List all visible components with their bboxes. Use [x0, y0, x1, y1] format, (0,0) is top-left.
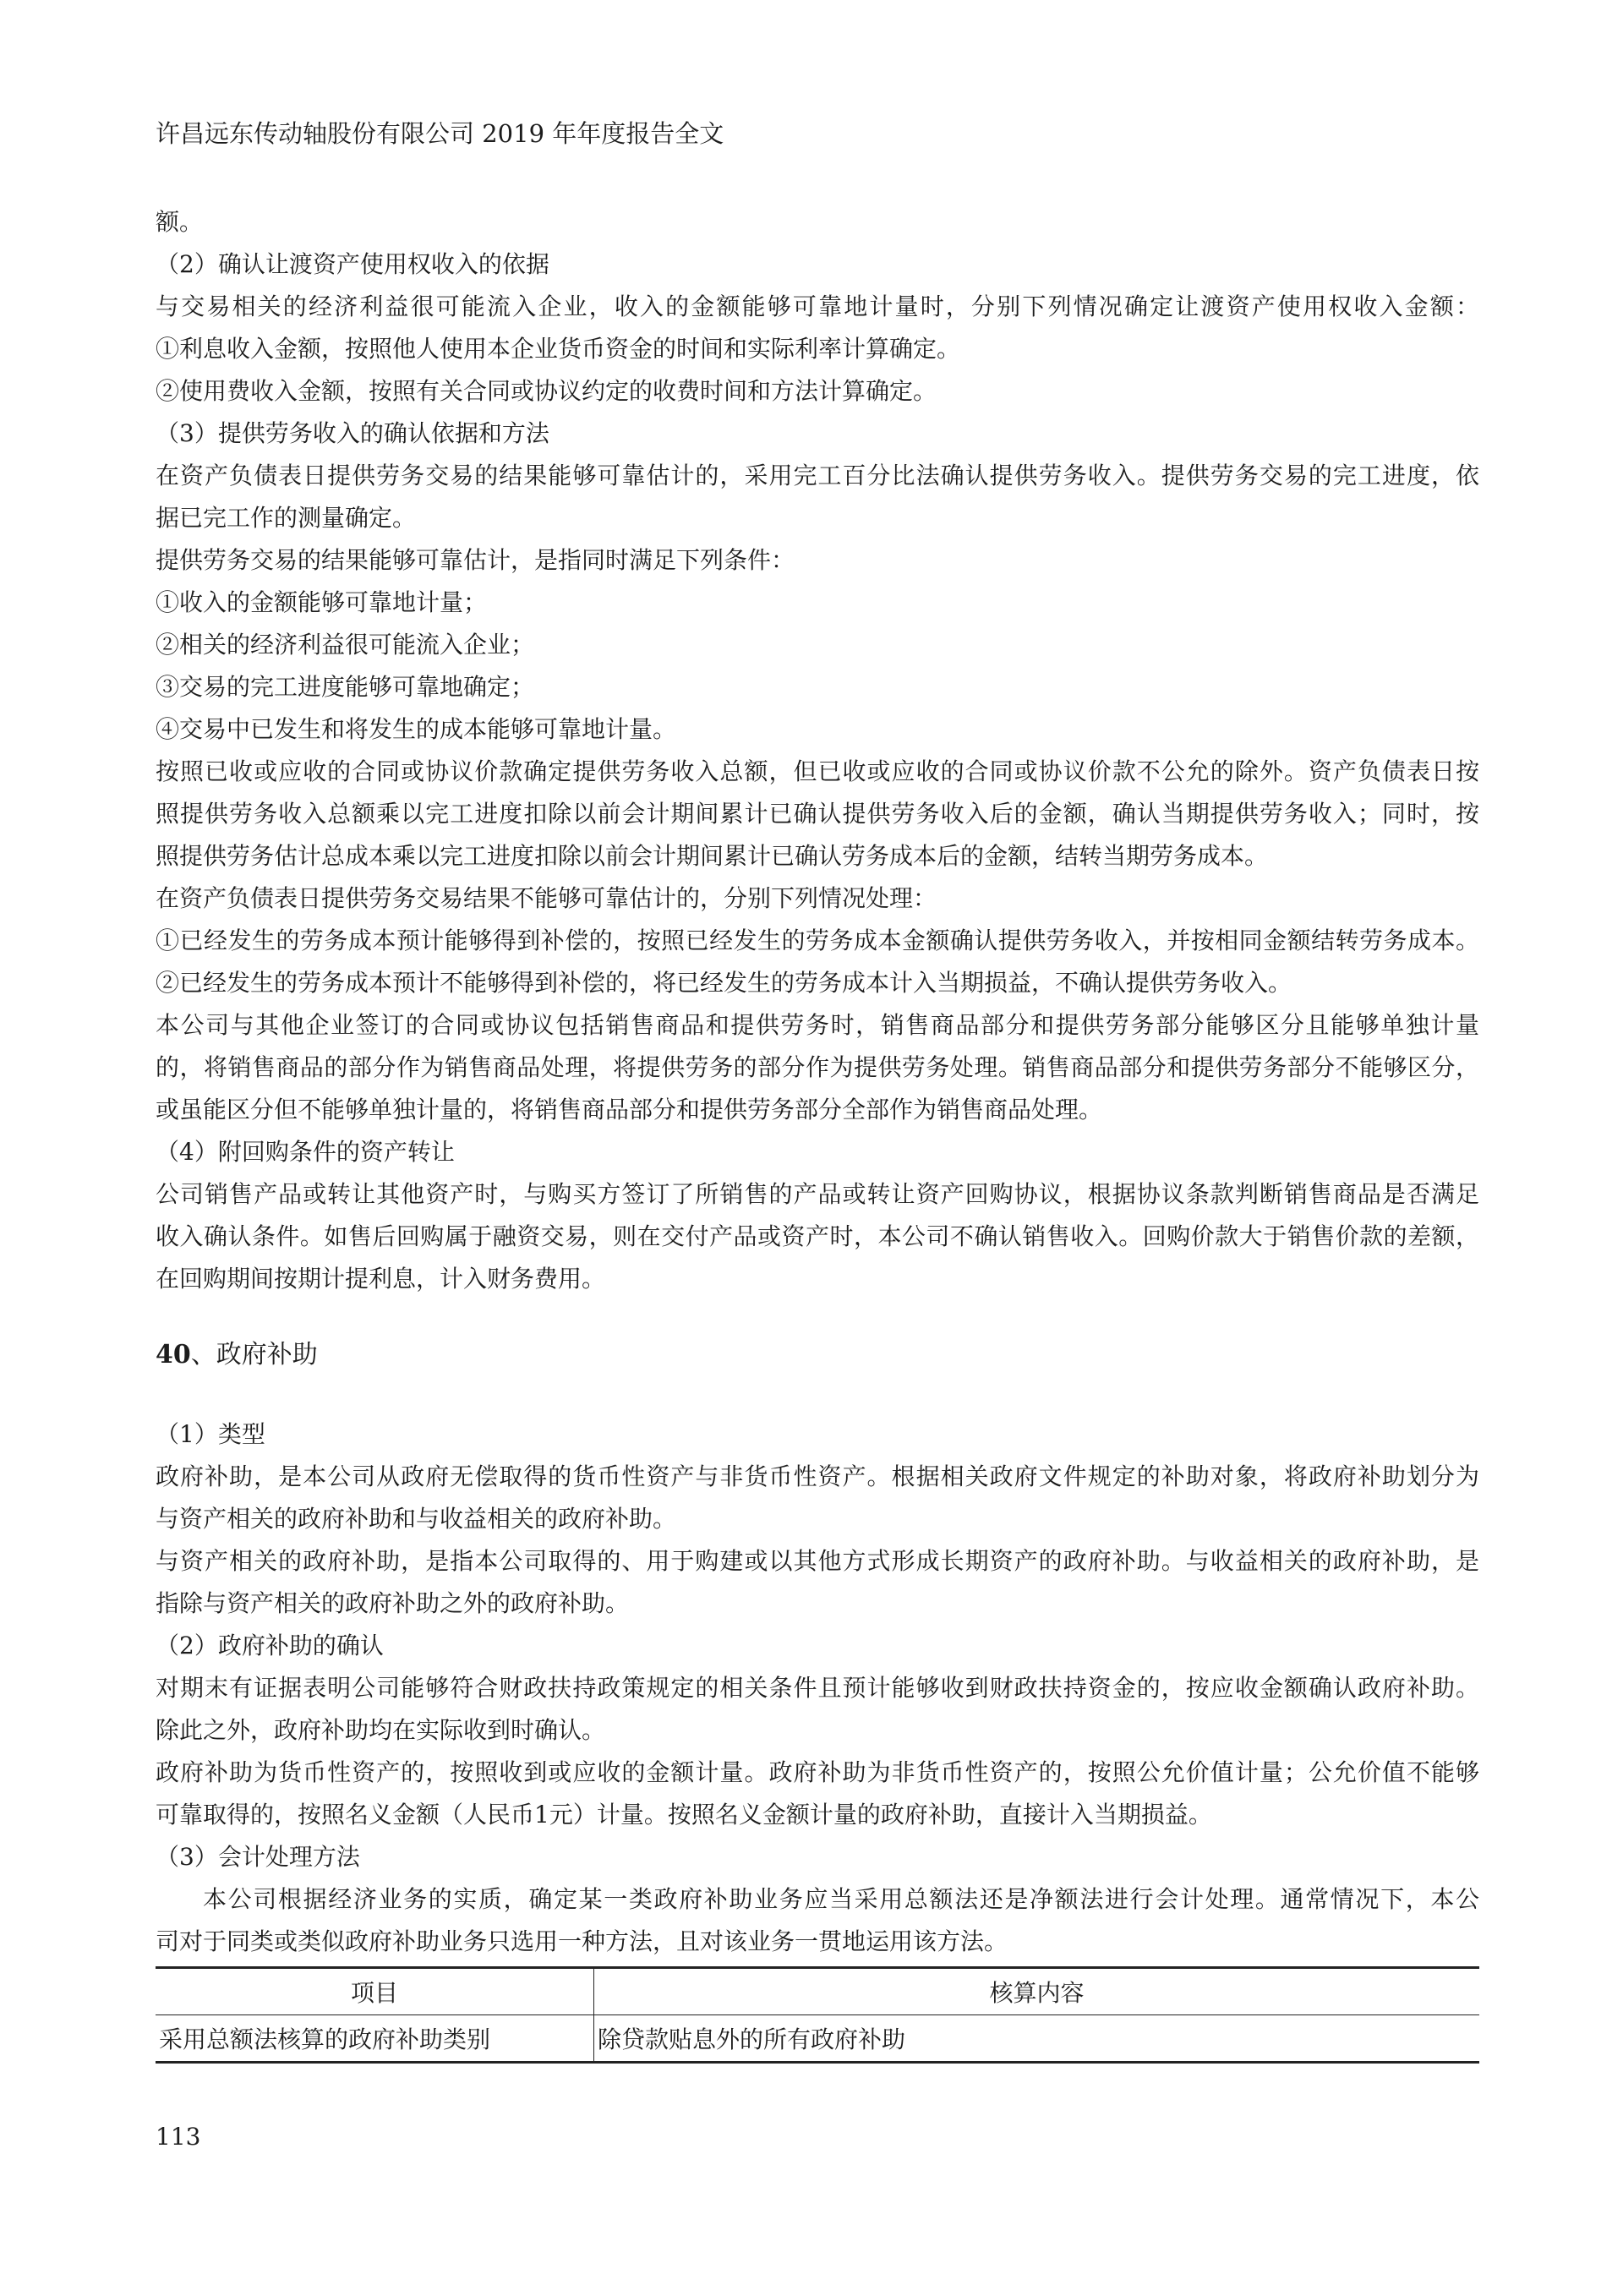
text-line: 在资产负债表日提供劳务交易结果不能够可靠估计的，分别下列情况处理： — [156, 884, 937, 912]
text-line: 司对于同类或类似政府补助业务只选用一种方法，且对该业务一贯地运用该方法。 — [156, 1927, 1008, 1955]
document-body — [156, 201, 1479, 2064]
text-line: 按照已收或应收的合同或协议价款确定提供劳务收入总额，但已收或应收的合同或协议价款不公允的除外。资产负债表日按 — [156, 757, 1479, 785]
text-line: （2）政府补助的确认 — [156, 1632, 384, 1659]
text-line: 除此之外，政府补助均在实际收到时确认。 — [156, 1716, 606, 1744]
table-header-cell: 项目 — [156, 1968, 594, 2015]
text-line: 照提供劳务估计总成本乘以完工进度扣除以前会计期间累计已确认劳务成本后的金额，结转当期劳务成本。 — [156, 842, 1269, 870]
text-line: （4）附回购条件的资产转让 — [156, 1138, 455, 1166]
section-title: 、政府补助 — [190, 1340, 318, 1369]
text-line: ②已经发生的劳务成本预计不能够得到补偿的，将已经发生的劳务成本计入当期损益，不确认提供劳务收入。 — [156, 969, 1292, 997]
text-line: （3）提供劳务收入的确认依据和方法 — [156, 419, 549, 447]
text-line: 与资产相关的政府补助和与收益相关的政府补助。 — [156, 1505, 677, 1533]
text-line: ①收入的金额能够可靠地计量； — [156, 588, 488, 616]
section-number: 40 — [156, 1340, 191, 1369]
table-header-cell: 核算内容 — [594, 1968, 1480, 2015]
text-line: 额。 — [156, 208, 204, 236]
revenue-recognition-text — [156, 201, 1479, 1300]
text-line: ②相关的经济利益很可能流入企业； — [156, 631, 535, 659]
text-line: 政府补助为货币性资产的，按照收到或应收的金额计量。政府补助为非货币性资产的，按照公允价值计量；公允价值不能够 — [156, 1758, 1479, 1786]
text-line: ④交易中已发生和将发生的成本能够可靠地计量。 — [156, 715, 677, 743]
text-line: 在回购期间按期计提利息，计入财务费用。 — [156, 1265, 606, 1293]
text-line: 提供劳务交易的结果能够可靠估计，是指同时满足下列条件： — [156, 546, 795, 574]
page-number: 113 — [156, 2123, 201, 2151]
section-heading — [156, 1334, 1479, 1376]
text-line: 可靠取得的，按照名义金额（人民币1元）计量。按照名义金额计量的政府补助，直接计入当期损益。 — [156, 1801, 1212, 1829]
table-cell: 除贷款贴息外的所有政府补助 — [594, 2015, 1480, 2063]
text-line: ①利息收入金额，按照他人使用本企业货币资金的时间和实际利率计算确定。 — [156, 335, 961, 363]
text-line: 照提供劳务收入总额乘以完工进度扣除以前会计期间累计已确认提供劳务收入后的金额，确认当期提供劳务收入；同时，按 — [156, 800, 1479, 828]
text-line: 政府补助，是本公司从政府无偿取得的货币性资产与非货币性资产。根据相关政府文件规定的补助对象，将政府补助划分为 — [156, 1462, 1479, 1490]
text-line: 与资产相关的政府补助，是指本公司取得的、用于购建或以其他方式形成长期资产的政府补助。与收益相关的政府补助，是 — [156, 1547, 1479, 1575]
text-line: 本公司根据经济业务的实质，确定某一类政府补助业务应当采用总额法还是净额法进行会计处理。通常情况下，本公 — [203, 1885, 1479, 1913]
table-cell: 采用总额法核算的政府补助类别 — [156, 2015, 594, 2063]
text-line: 据已完工作的测量确定。 — [156, 504, 417, 532]
text-line: ②使用费收入金额，按照有关合同或协议约定的收费时间和方法计算确定。 — [156, 377, 937, 405]
text-line: 本公司与其他企业签订的合同或协议包括销售商品和提供劳务时，销售商品部分和提供劳务部分能够区分且能够单独计量 — [156, 1011, 1479, 1039]
table-header-row — [156, 1968, 1479, 2015]
text-line: 指除与资产相关的政府补助之外的政府补助。 — [156, 1589, 630, 1617]
page-header: 许昌远东传动轴股份有限公司 2019 年年度报告全文 — [156, 119, 724, 148]
text-line: 在资产负债表日提供劳务交易的结果能够可靠估计的，采用完工百分比法确认提供劳务收入。提供劳务交易的完工进度，依 — [156, 462, 1479, 489]
table-row — [156, 2015, 1479, 2063]
text-line: 的，将销售商品的部分作为销售商品处理，将提供劳务的部分作为提供劳务处理。销售商品部分和提供劳务部分不能够区分， — [156, 1053, 1479, 1081]
subsidy-method-table — [156, 1966, 1479, 2064]
text-line: 与交易相关的经济利益很可能流入企业，收入的金额能够可靠地计量时，分别下列情况确定让渡资产使用权收入金额： — [156, 292, 1479, 320]
text-line: 公司销售产品或转让其他资产时，与购买方签订了所销售的产品或转让资产回购协议，根据协议条款判断销售商品是否满足 — [156, 1180, 1479, 1208]
text-line: （2）确认让渡资产使用权收入的依据 — [156, 250, 549, 278]
text-line: 对期末有证据表明公司能够符合财政扶持政策规定的相关条件且预计能够收到财政扶持资金的，按应收金额确认政府补助。 — [156, 1674, 1479, 1702]
text-line: （1）类型 — [156, 1420, 265, 1448]
text-line: ③交易的完工进度能够可靠地确定； — [156, 673, 535, 701]
text-line: ①已经发生的劳务成本预计能够得到补偿的，按照已经发生的劳务成本金额确认提供劳务收入，并按相同金额结转劳务成本。 — [156, 927, 1479, 954]
text-line: 收入确认条件。如售后回购属于融资交易，则在交付产品或资产时，本公司不确认销售收入。回购价款大于销售价款的差额， — [156, 1222, 1479, 1250]
text-line: 或虽能区分但不能够单独计量的，将销售商品部分和提供劳务部分全部作为销售商品处理。 — [156, 1096, 1103, 1123]
text-line: （3）会计处理方法 — [156, 1843, 360, 1871]
government-subsidy-text — [156, 1413, 1479, 1963]
document-page — [156, 117, 1479, 2281]
